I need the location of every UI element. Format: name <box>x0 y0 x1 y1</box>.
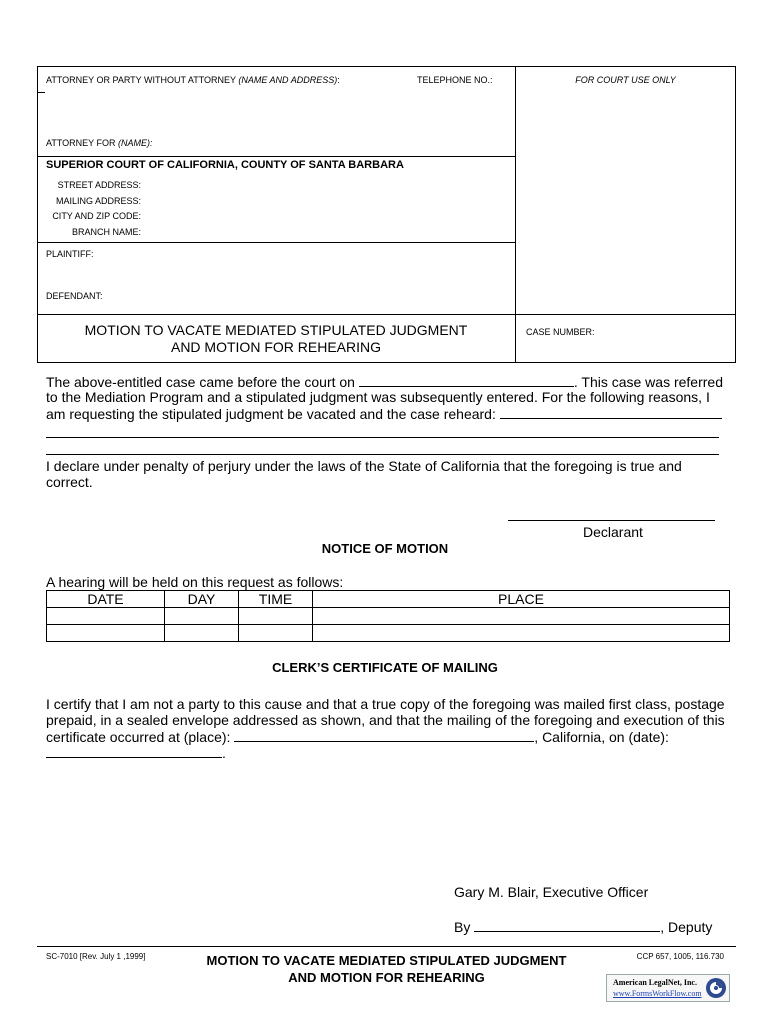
parties-divider <box>37 242 515 243</box>
city-zip-label: CITY AND ZIP CODE: <box>52 211 141 221</box>
notice-heading: NOTICE OF MOTION <box>321 541 449 556</box>
place-cell[interactable] <box>313 608 730 625</box>
motion-line3 <box>46 405 736 422</box>
date-cell[interactable] <box>47 608 165 625</box>
attorney-label-text: ATTORNEY OR PARTY WITHOUT ATTORNEY <box>46 75 239 85</box>
motion-line3-text: am requesting the stipulated judgment be vacated and the case reheard: <box>46 406 496 422</box>
footer-rule <box>37 946 736 947</box>
time-cell[interactable] <box>239 625 313 642</box>
street-address-label: STREET ADDRESS: <box>57 180 141 190</box>
caption-title <box>37 322 515 356</box>
clerk-line2: prepaid, in a sealed envelope addressed as shown, and that the mailing of the foregoing and execution of this <box>46 712 725 728</box>
deputy-signature-blank[interactable] <box>474 918 660 932</box>
declarant-label: Declarant <box>583 524 643 540</box>
footer-title-line1: MOTION TO VACATE MEDIATED STIPULATED JUDGMENT <box>206 953 567 968</box>
table-row <box>47 625 730 642</box>
motion-line2: to the Mediation Program and a stipulated judgment was subsequently entered. For the following reasons, I <box>46 389 710 405</box>
court-use-text: FOR COURT USE ONLY <box>575 75 676 85</box>
publisher-name: American LegalNet, Inc. <box>613 978 697 987</box>
motion-line1-a: The above-entitled case came before the court on <box>46 374 355 390</box>
court-divider <box>37 156 515 157</box>
motion-line1-b: . This case was referred <box>573 374 723 390</box>
hearing-intro: A hearing will be held on this request as follows: <box>46 574 344 590</box>
mailing-place-blank[interactable] <box>234 728 534 742</box>
place-cell[interactable] <box>313 625 730 642</box>
clerk-line4 <box>46 744 226 761</box>
mailing-date-blank[interactable] <box>46 744 222 758</box>
telephone-label: TELEPHONE NO.: <box>417 75 493 85</box>
title-divider <box>37 314 736 315</box>
col-time: TIME <box>239 591 313 608</box>
publisher-url[interactable]: www.FormsWorkFlow.com <box>613 989 702 998</box>
table-row <box>47 608 730 625</box>
hearing-date-blank[interactable] <box>359 373 574 387</box>
footer-title-line2: AND MOTION FOR REHEARING <box>288 970 485 985</box>
code-refs: CCP 657, 1005, 116.730 <box>636 952 724 961</box>
declarant-signature-line[interactable] <box>508 520 715 521</box>
attorney-for-text: ATTORNEY FOR <box>46 138 119 148</box>
clerk-line4-end: . <box>222 745 226 761</box>
clerk-line3-b: , California, on (date): <box>534 729 669 745</box>
court-use-divider <box>515 66 516 363</box>
attorney-label-italic: (NAME AND ADDRESS) <box>238 75 338 85</box>
clerk-line1: I certify that I am not a party to this cause and that a true copy of the foregoing was mailed first class, postage <box>46 696 725 712</box>
motion-line1 <box>46 373 736 390</box>
hearing-table <box>46 590 730 642</box>
publisher-logo <box>606 974 730 1002</box>
date-cell[interactable] <box>47 625 165 642</box>
col-place: PLACE <box>313 591 730 608</box>
attorney-for-label <box>46 138 153 148</box>
time-cell[interactable] <box>239 608 313 625</box>
corner-mark <box>37 92 45 93</box>
globe-icon <box>705 977 727 999</box>
hearing-table-header <box>47 591 730 608</box>
deputy-label: , Deputy <box>660 919 713 935</box>
deputy-signature <box>454 918 712 935</box>
caption-box <box>37 66 736 363</box>
footer-title <box>190 952 583 986</box>
declaration-line1: I declare under penalty of perjury under the laws of the State of California that the foregoing is true and <box>46 458 682 474</box>
day-cell[interactable] <box>165 608 239 625</box>
court-name: SUPERIOR COURT OF CALIFORNIA, COUNTY OF SANTA BARBARA <box>46 159 404 171</box>
reasons-blank-3[interactable] <box>46 454 719 455</box>
col-date: DATE <box>47 591 165 608</box>
court-use-label <box>515 75 736 85</box>
clerk-line3-a: certificate occurred at (place): <box>46 729 231 745</box>
declaration-line2: correct. <box>46 474 93 490</box>
case-number-label: CASE NUMBER: <box>526 327 595 337</box>
attorney-label-colon: : <box>337 75 340 85</box>
attorney-label <box>46 75 340 85</box>
attorney-for-italic: (NAME): <box>118 138 153 148</box>
plaintiff-label: PLAINTIFF: <box>46 249 94 259</box>
caption-title-line2: AND MOTION FOR REHEARING <box>170 339 381 355</box>
col-day: DAY <box>165 591 239 608</box>
reasons-blank-1[interactable] <box>500 405 722 419</box>
reasons-blank-2[interactable] <box>46 437 719 438</box>
defendant-label: DEFENDANT: <box>46 291 103 301</box>
form-id: SC-7010 [Rev. July 1 ,1999] <box>46 952 146 961</box>
executive-officer: Gary M. Blair, Executive Officer <box>454 884 649 900</box>
clerk-heading: CLERK’S CERTIFICATE OF MAILING <box>272 660 498 675</box>
clerk-line3 <box>46 728 736 745</box>
caption-title-line1: MOTION TO VACATE MEDIATED STIPULATED JUDGMENT <box>84 322 468 338</box>
branch-name-label: BRANCH NAME: <box>71 227 141 237</box>
by-label: By <box>454 919 471 935</box>
mailing-address-label: MAILING ADDRESS: <box>55 196 141 206</box>
day-cell[interactable] <box>165 625 239 642</box>
